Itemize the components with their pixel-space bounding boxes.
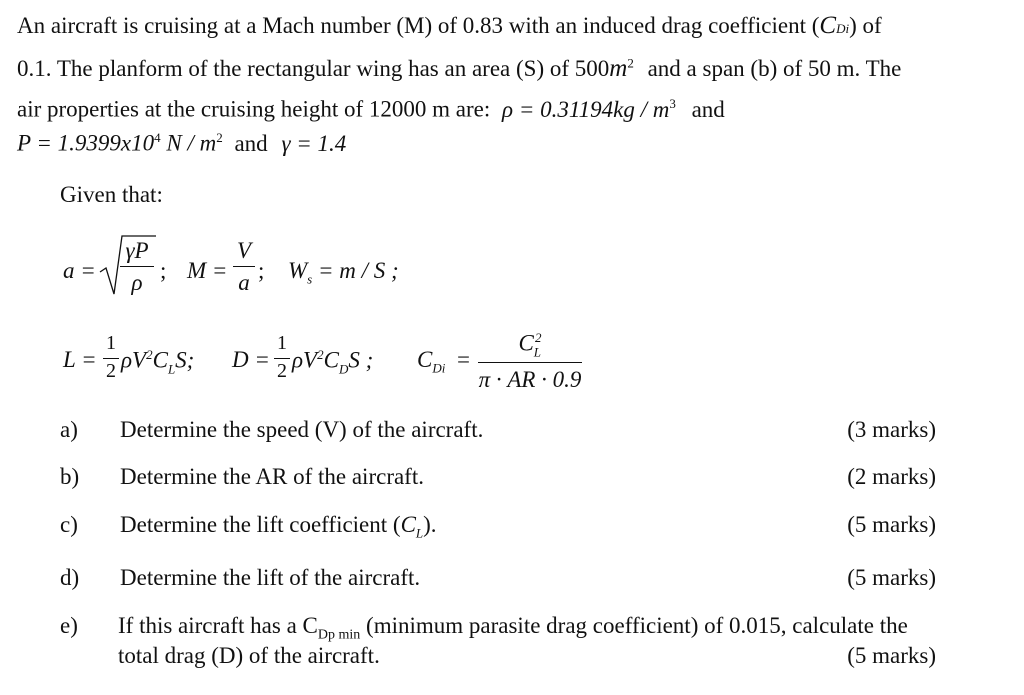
- cdi-c: C: [417, 347, 433, 372]
- gamma-equation: γ = 1.4: [281, 130, 347, 156]
- question-e-text-line-2: total drag (D) of the aircraft.: [118, 643, 380, 668]
- d-lhs: D =: [232, 347, 270, 372]
- intro-text: ) of: [849, 13, 882, 38]
- l-c: C: [152, 347, 168, 373]
- question-e-text: [118, 613, 908, 644]
- d-rhs: [292, 347, 373, 377]
- pressure-unit-exponent: 2: [216, 130, 223, 145]
- wing-loading-formula: [288, 258, 399, 288]
- d-c-subscript: D: [338, 361, 349, 377]
- intro-line-3: [17, 96, 725, 123]
- ws-subscript: s: [307, 271, 313, 287]
- question-e-marks: (5 marks): [847, 643, 936, 668]
- intro-line-2: [17, 55, 901, 83]
- d-half-denominator: 2: [277, 360, 287, 382]
- question-c-text-end: ).: [423, 512, 437, 537]
- l-s: S;: [175, 347, 195, 373]
- question-b-marks: (2 marks): [847, 464, 936, 489]
- question-c-symbol-subscript: L: [415, 525, 424, 541]
- d-rho-v: ρV: [292, 347, 318, 373]
- density-equation: ρ = 0.31194kg / m: [502, 96, 670, 122]
- question-c-marks: (5 marks): [847, 512, 936, 537]
- a-numerator: γP: [125, 238, 149, 263]
- cdi-subscript: Di: [836, 21, 850, 36]
- l-half-bar: [103, 358, 119, 359]
- l-rho-v: ρV: [121, 347, 147, 373]
- d-half-numerator: 1: [277, 332, 287, 354]
- question-a-letter: a): [60, 417, 78, 442]
- intro-text: and: [234, 130, 268, 156]
- cdi-denominator: π · AR · 0.9: [478, 367, 582, 392]
- intro-text: and: [691, 96, 725, 122]
- question-c-text: [120, 512, 437, 542]
- cdi-fraction-bar: [478, 362, 582, 363]
- pressure-exponent: 4: [154, 130, 161, 145]
- area-unit: m: [609, 55, 628, 82]
- intro-text: air properties at the cruising height of 12000 m are:: [17, 96, 491, 122]
- l-half-denominator: 2: [106, 360, 116, 382]
- area-unit-exponent: 2: [627, 55, 634, 71]
- question-e-text-start: If this aircraft has a C: [118, 613, 318, 638]
- question-e-subscript: Dp min: [317, 627, 361, 643]
- question-e-text-continued: (minimum parasite drag coefficient) of 0.015, calculate the: [366, 613, 908, 638]
- m-lhs: M =: [187, 258, 228, 283]
- cdi-symbol: C: [819, 12, 837, 39]
- question-c-text-start: Determine the lift coefficient (: [120, 512, 401, 537]
- ws-lhs: W: [288, 258, 308, 283]
- l-half-numerator: 1: [106, 332, 116, 354]
- cdi-lhs: [417, 347, 445, 377]
- cdi-num-exponent: 2: [535, 330, 542, 345]
- a-lhs: a =: [63, 258, 96, 283]
- d-c: C: [323, 347, 339, 373]
- d-s: S ;: [348, 347, 374, 373]
- question-d-marks: (5 marks): [847, 565, 936, 590]
- question-d-letter: d): [60, 565, 80, 590]
- a-denominator: ρ: [131, 270, 143, 295]
- given-label: Given that:: [60, 182, 163, 207]
- cdi-lhs-subscript: Di: [432, 360, 446, 376]
- cdi-num-subscript: L: [533, 344, 542, 360]
- intro-line-4: [17, 130, 346, 157]
- intro-text: 0.1. The planform of the rectangular wing has an area (S) of 500: [17, 56, 610, 81]
- ws-rhs: = m / S ;: [317, 258, 399, 283]
- intro-text: An aircraft is cruising at a Mach number (M) of 0.83 with an induced drag coefficient (: [17, 13, 820, 38]
- question-b-letter: b): [60, 464, 80, 489]
- cdi-equals: =: [457, 347, 470, 372]
- intro-line-1: [17, 12, 882, 40]
- question-e-letter: e): [60, 613, 78, 638]
- cdi-numerator: [478, 330, 582, 360]
- l-v-exponent: 2: [146, 347, 153, 362]
- question-c-letter: c): [60, 512, 78, 537]
- m-denominator: a: [238, 270, 250, 295]
- question-c-symbol: C: [400, 512, 416, 537]
- l-lhs: L =: [63, 347, 97, 372]
- l-c-subscript: L: [167, 361, 176, 377]
- question-b-text: Determine the AR of the aircraft.: [120, 464, 424, 489]
- m-fraction-bar: [233, 266, 255, 267]
- cdi-num-c: C: [518, 330, 534, 356]
- pressure-unit: N / m: [166, 130, 217, 156]
- l-rhs: [121, 347, 194, 377]
- pressure-equation: P = 1.9399x10: [17, 130, 155, 156]
- a-fraction-bar: [120, 266, 154, 267]
- question-a-text: Determine the speed (V) of the aircraft.: [120, 417, 484, 442]
- separator: ;: [258, 258, 265, 283]
- density-exponent: 3: [669, 96, 676, 111]
- d-half-bar: [274, 358, 290, 359]
- question-a-marks: (3 marks): [847, 417, 936, 442]
- d-v-exponent: 2: [317, 347, 324, 362]
- question-d-text: Determine the lift of the aircraft.: [120, 565, 421, 590]
- intro-text: and a span (b) of 50 m. The: [647, 56, 902, 81]
- separator: ;: [160, 258, 167, 283]
- m-numerator: V: [236, 238, 252, 263]
